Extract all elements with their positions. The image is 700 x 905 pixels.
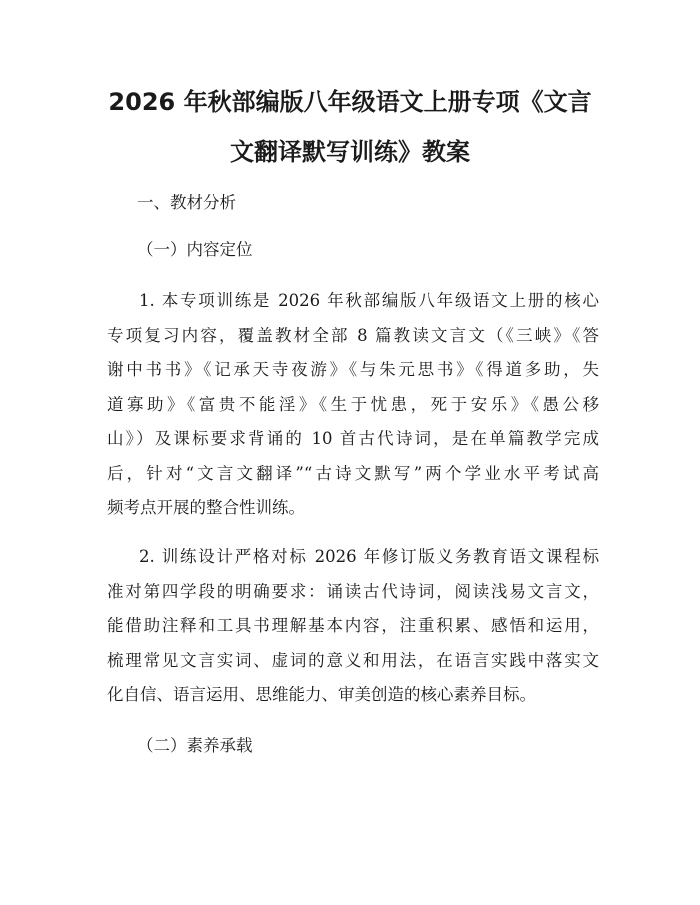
subsection-heading-literacy-support: （二）素养承载 bbox=[137, 736, 253, 755]
subsection-heading-content-positioning: （一）内容定位 bbox=[137, 240, 253, 259]
paragraph-line: 梳理常见文言实词、虚词的意义和用法，在语言实践中落实文 bbox=[107, 650, 599, 670]
paragraph-line: 道寡助》《富贵不能淫》《生于忧患，死于安乐》《愚公移 bbox=[107, 394, 599, 414]
paragraph-line: 谢中书书》《记承天寺夜游》《与朱元思书》《得道多助，失 bbox=[107, 360, 599, 379]
paragraph-line: 化自信、语言运用、思维能力、审美创造的核心素养目标。 bbox=[107, 685, 536, 704]
paragraph-2 bbox=[107, 540, 599, 713]
document-title-line-1: 2026 年秋部编版八年级语文上册专项《文言 bbox=[108, 88, 592, 116]
document-title-line-2: 文翻译默写训练》教案 bbox=[230, 138, 470, 166]
paragraph-line: 能借助注释和工具书理解基本内容，注重积累、感悟和运用， bbox=[107, 616, 599, 635]
paragraph-line: 频考点开展的整合性训练。 bbox=[107, 498, 305, 517]
section-heading-materials-analysis: 一、教材分析 bbox=[137, 193, 236, 212]
paragraph-line: 专项复习内容，覆盖教材全部 8 篇教读文言文（《三峡》《答 bbox=[107, 325, 599, 345]
paragraph-line: 准对第四学段的明确要求：诵读古代诗词，阅读浅易文言文， bbox=[107, 581, 599, 601]
paragraph-1 bbox=[107, 284, 599, 526]
paragraph-line: 2. 训练设计严格对标 2026 年修订版义务教育语文课程标 bbox=[139, 547, 599, 566]
paragraph-line: 1. 本专项训练是 2026 年秋部编版八年级语文上册的核心 bbox=[139, 291, 599, 310]
paragraph-line: 后，针对“文言文翻译”“古诗文默写”两个学业水平考试高 bbox=[107, 463, 599, 483]
paragraph-line: 山》）及课标要求背诵的 10 首古代诗词，是在单篇教学完成 bbox=[107, 429, 599, 448]
